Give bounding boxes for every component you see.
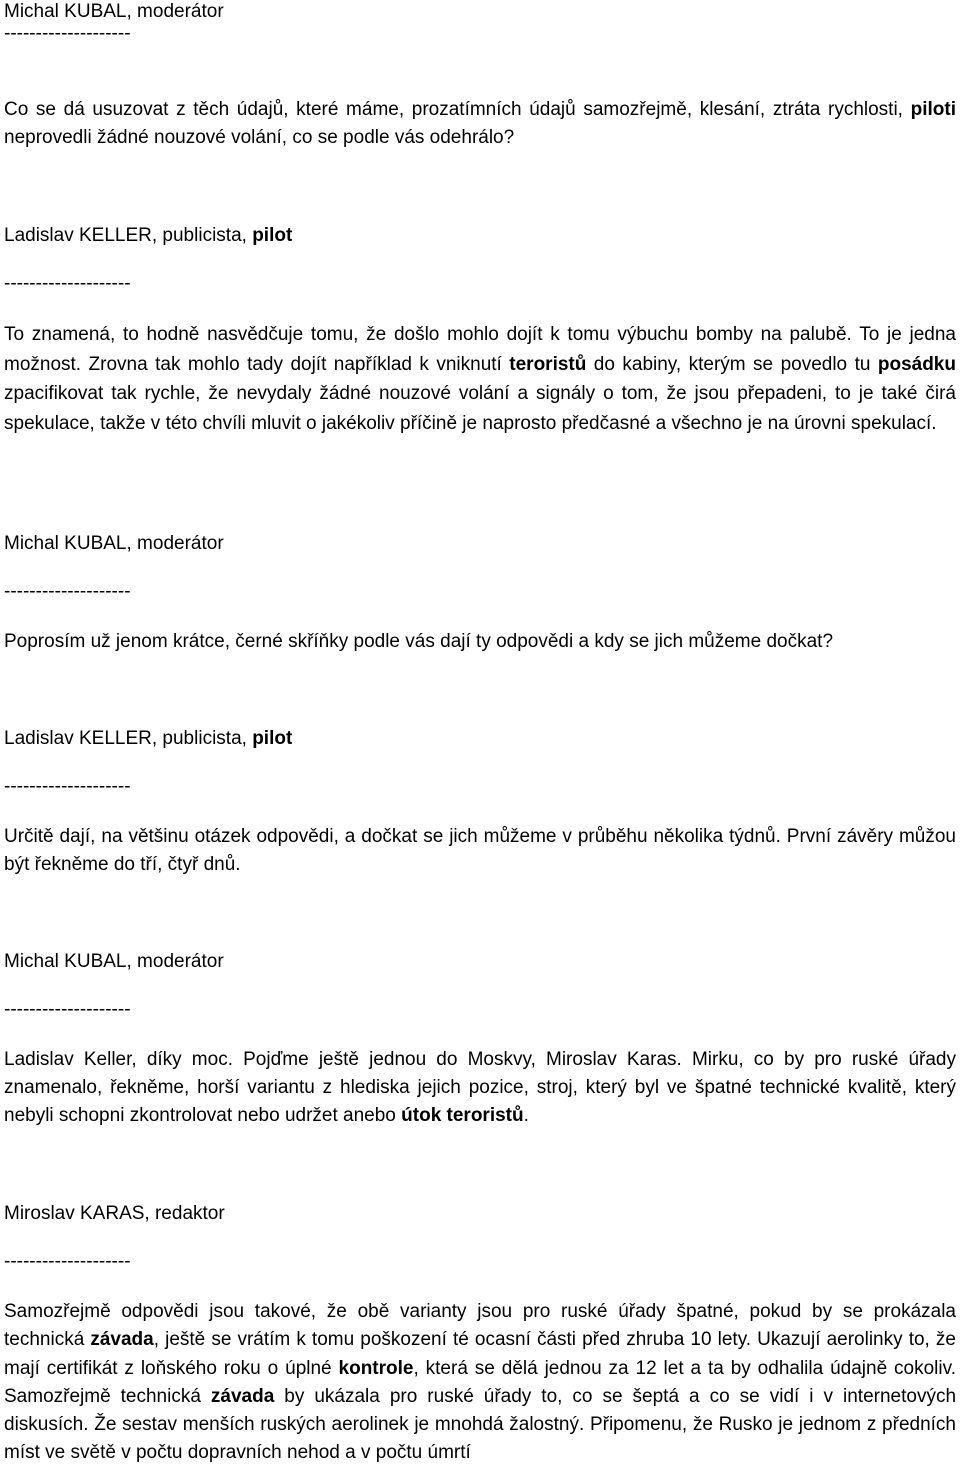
separator-line: --------------------: [4, 776, 131, 797]
emphasis-term: pilot: [252, 225, 293, 246]
speaker-name: Michal KUBAL, moderátor: [4, 1, 224, 22]
separator-line: --------------------: [4, 273, 131, 294]
utterance-text: To znamená, to hodně nasvědčuje tomu, že došlo mohlo dojít k tomu výbuchu bomby na palubě. To je jedna možnost. Zrovna tak mohlo tady dojít například k vniknutí teroristů do kabiny, kterým se povedlo tu posádku zpacifikovat tak rychle, že nevydaly žádné nouzové volání a signály o tom, že jsou přepadeni, to je také čirá spekulace, takže v této chvíli mluvit o jakékoliv příčině je naprosto předčasné a všechno je na úrovni spekulací.: [4, 324, 956, 434]
speaker-name: Miroslav KARAS, redaktor: [4, 1203, 225, 1224]
emphasis-term: závada: [90, 1329, 154, 1351]
speaker-name: Ladislav KELLER, publicista, pilot: [4, 225, 293, 246]
emphasis-term: pilot: [252, 728, 293, 749]
separator-line: --------------------: [4, 1251, 131, 1272]
emphasis-term: posádku: [877, 353, 956, 375]
emphasis-term: teroristů: [509, 353, 587, 375]
separator-line: --------------------: [4, 999, 131, 1020]
emphasis-term: piloti: [910, 99, 956, 120]
utterance-text: Samozřejmě odpovědi jsou takové, že obě varianty jsou pro ruské úřady špatné, pokud by se prokázala technická závada, ještě se vrátím k tomu poškození té ocasní části před zhruba 10 lety. Ukazují aerolinky to, že mají certifikát z loňského roku o úplné kontrole, která se dělá jednou za 12 let a ta by odhalila údajně cokoliv. Samozřejmě technická závada by ukázala pro ruské úřady to, co se šeptá a co se vidí i v internetových diskusích. Že sestav menších ruských aerolinek je mnohdá žalostný. Připomenu, že Rusko je jednom z předních míst ve světě v počtu dopravních nehod a v počtu úmrtí: [4, 1301, 957, 1464]
utterance-text: Co se dá usuzovat z těch údajů, které máme, prozatímních údajů samozřejmě, klesání, ztráta rychlosti, piloti neprovedli žádné nouzové volání, co se podle vás odehrálo?: [4, 99, 956, 148]
speaker-name: Ladislav KELLER, publicista, pilot: [4, 728, 293, 749]
emphasis-term: útok teroristů: [401, 1105, 524, 1126]
utterance-text: Poprosím už jenom krátce, černé skříňky podle vás dají ty odpovědi a kdy se jich můžeme dočkat?: [4, 631, 834, 652]
emphasis-term: kontrole: [338, 1357, 414, 1379]
separator-line: --------------------: [4, 581, 131, 602]
emphasis-term: závada: [210, 1385, 275, 1407]
speaker-name: Michal KUBAL, moderátor: [4, 951, 224, 972]
separator-line: --------------------: [4, 23, 131, 44]
speaker-name: Michal KUBAL, moderátor: [4, 533, 224, 554]
utterance-text: Ladislav Keller, díky moc. Pojďme ještě jednou do Moskvy, Miroslav Karas. Mirku, co by pro ruské úřady znamenalo, řekněme, horší variantu z hlediska jejich pozice, stroj, který byl ve špatné technické kvalitě, který nebyli schopni zkontrolovat nebo udržet anebo útok teroristů.: [4, 1049, 956, 1126]
utterance-text: Určitě dají, na většinu otázek odpovědi, a dočkat se jich můžeme v průběhu několika týdnů. První závěry můžou být řekněme do tří, čtyř dnů.: [4, 826, 956, 875]
